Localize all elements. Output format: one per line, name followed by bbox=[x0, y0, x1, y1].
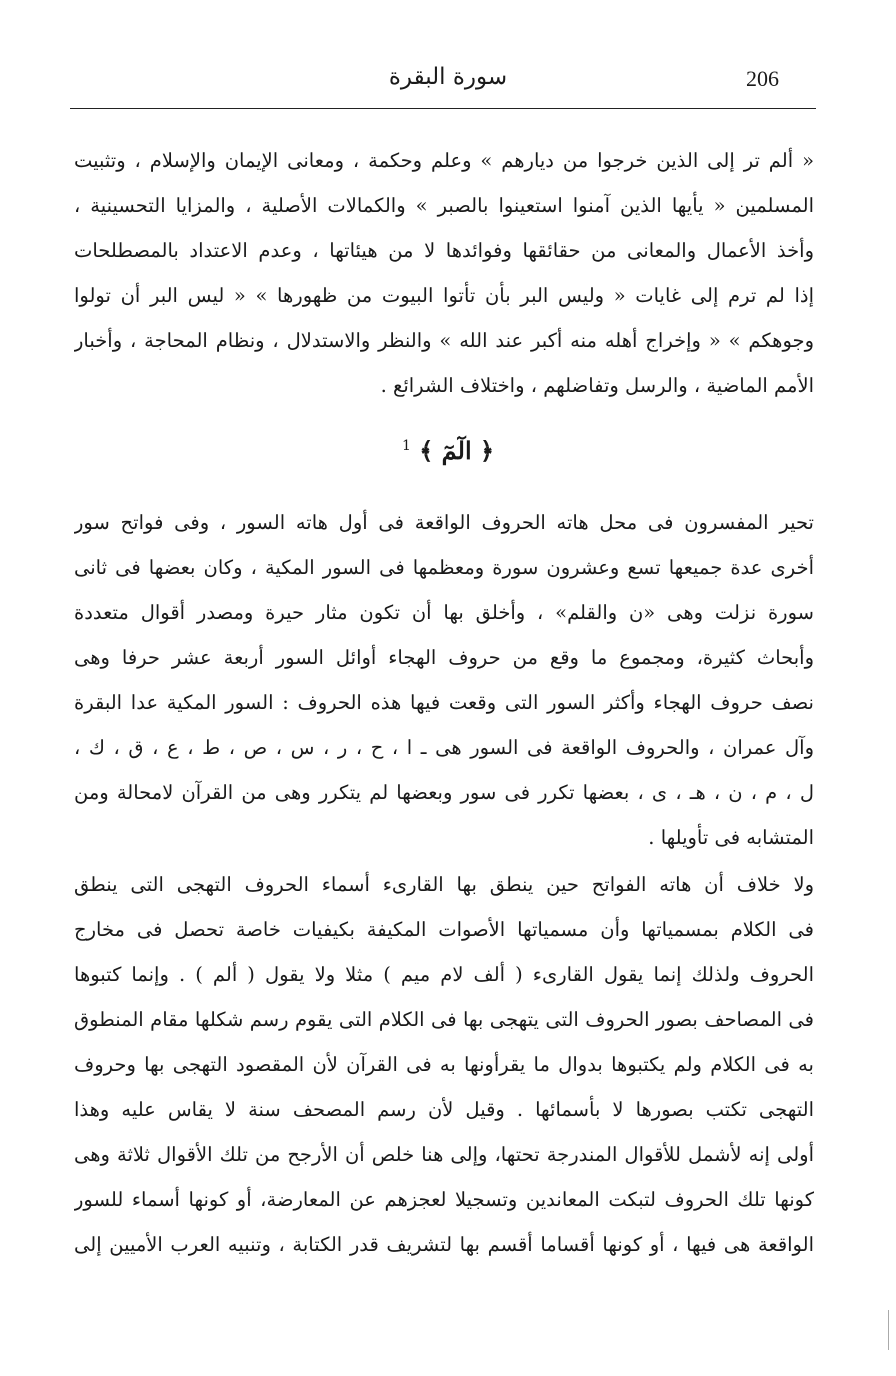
header-rule bbox=[70, 108, 816, 109]
text-line: ل ، م ، ن ، هـ ، ى ، بعضها تكرر فى سور وبعضها لم يتكرر وهى من القرآن لامحالة ومن bbox=[74, 781, 814, 804]
text-line: وأبحاث كثيرة، ومجموع ما وقع من حروف الهجاء أوائل السور أربعة عشر حرفا وهى bbox=[74, 646, 814, 669]
text-line: « ألم تر إلى الذين خرجوا من ديارهم » وعلم وحكمة ، ومعانى الإيمان والإسلام ، وتثبيت bbox=[74, 149, 814, 172]
text-line: أولى إنه لأشمل للأقوال المندرجة تحتها، وإلى هنا خلص أن الأرجح من تلك الأقوال ثلاثة وهى bbox=[74, 1143, 814, 1166]
verse-heading bbox=[0, 436, 896, 465]
text-line: الأمم الماضية ، والرسل وتفاضلهم ، واختلاف الشرائع . bbox=[380, 374, 814, 397]
text-line: أخرى عدة جميعها تسع وعشرون سورة ومعظمها فى السور المكية ، وكان بعضها فى ثانى bbox=[74, 556, 814, 579]
text-line: إذا لم ترم إلى غايات « وليس البر بأن تأتوا البيوت من ظهورها » « ليس البر أن تولوا bbox=[74, 284, 814, 307]
text-line: الحروف ولذلك إنما يقول القارىء ( ألف لام ميم ) مثلا ولا يقول ( ألم ) . وإنما كتبوها bbox=[74, 963, 814, 986]
footnote-number: 1 bbox=[401, 438, 411, 454]
text-line: فى الكلام بمسمياتها وأن مسمياتها الأصوات المكيفة بكيفيات خاصة تحصل فى مخارج bbox=[74, 918, 814, 941]
text-line: سورة نزلت وهى «ن والقلم» ، وأخلق بها أن تكون مثار حيرة ومصدر أقوال متعددة bbox=[74, 601, 814, 624]
text-line: وجوهكم » « وإخراج أهله منه أكبر عند الله » والنظر والاستدلال ، ونظام المحاجة ، وأخبار bbox=[74, 329, 814, 352]
text-line: وآل عمران ، والحروف الواقعة فى السور هى ـ ا ، ح ، ر ، س ، ص ، ط ، ع ، ق ، ك ، bbox=[74, 736, 814, 759]
text-line: نصف حروف الهجاء وأكثر السور التى وقعت فيها هذه الحروف : السور المكية عدا البقرة bbox=[74, 691, 814, 714]
running-title: سورة البقرة bbox=[388, 64, 508, 90]
text-line: وأخذ الأعمال والمعانى من حقائقها وفوائدها لا من هيئاتها ، وعدم الاعتداد بالمصطلحات bbox=[74, 239, 814, 262]
text-line: فى المصاحف بصور الحروف التى يتهجى بها فى الكلام التى يقوم رسم شكلها مقام المنطوق bbox=[74, 1008, 814, 1031]
page-number: 206 bbox=[746, 66, 779, 91]
text-line: الواقعة هى فيها ، أو كونها أقساما أقسم بها لتشريف قدر الكتابة ، وتنبيه العرب الأميين إلى bbox=[74, 1233, 814, 1256]
text-line: المتشابه فى تأويلها . bbox=[648, 826, 814, 849]
text-line: تحير المفسرون فى محل هاته الحروف الواقعة فى أول هاته السور ، وفى فواتح سور bbox=[74, 511, 814, 534]
scan-margin-mark bbox=[888, 1310, 889, 1350]
text-line: به فى الكلام ولم يكتبوها بدوال ما يقرأونها به فى القرآن لأن المقصود التهجى بها وحروف bbox=[74, 1053, 814, 1076]
text-line: ولا خلاف أن هاته الفواتح حين ينطق بها القارىء أسماء الحروف التهجى التى ينطق bbox=[74, 873, 814, 896]
text-line: كونها تلك الحروف لتبكت المعاندين وتسجيلا لعجزهم عن المعارضة، أو كونها أسماء للسور bbox=[74, 1188, 814, 1211]
text-line: المسلمين « يأيها الذين آمنوا استعينوا بالصبر » والكمالات الأصلية ، والمزايا التحسينية ، bbox=[74, 194, 814, 217]
text-line: التهجى تكتب بصورها لا بأسمائها . وقيل لأن رسم المصحف سنة لا يقاس عليه وهذا bbox=[74, 1098, 814, 1121]
verse-text: ﴿ الٓمٓ ﴾ bbox=[419, 436, 495, 465]
